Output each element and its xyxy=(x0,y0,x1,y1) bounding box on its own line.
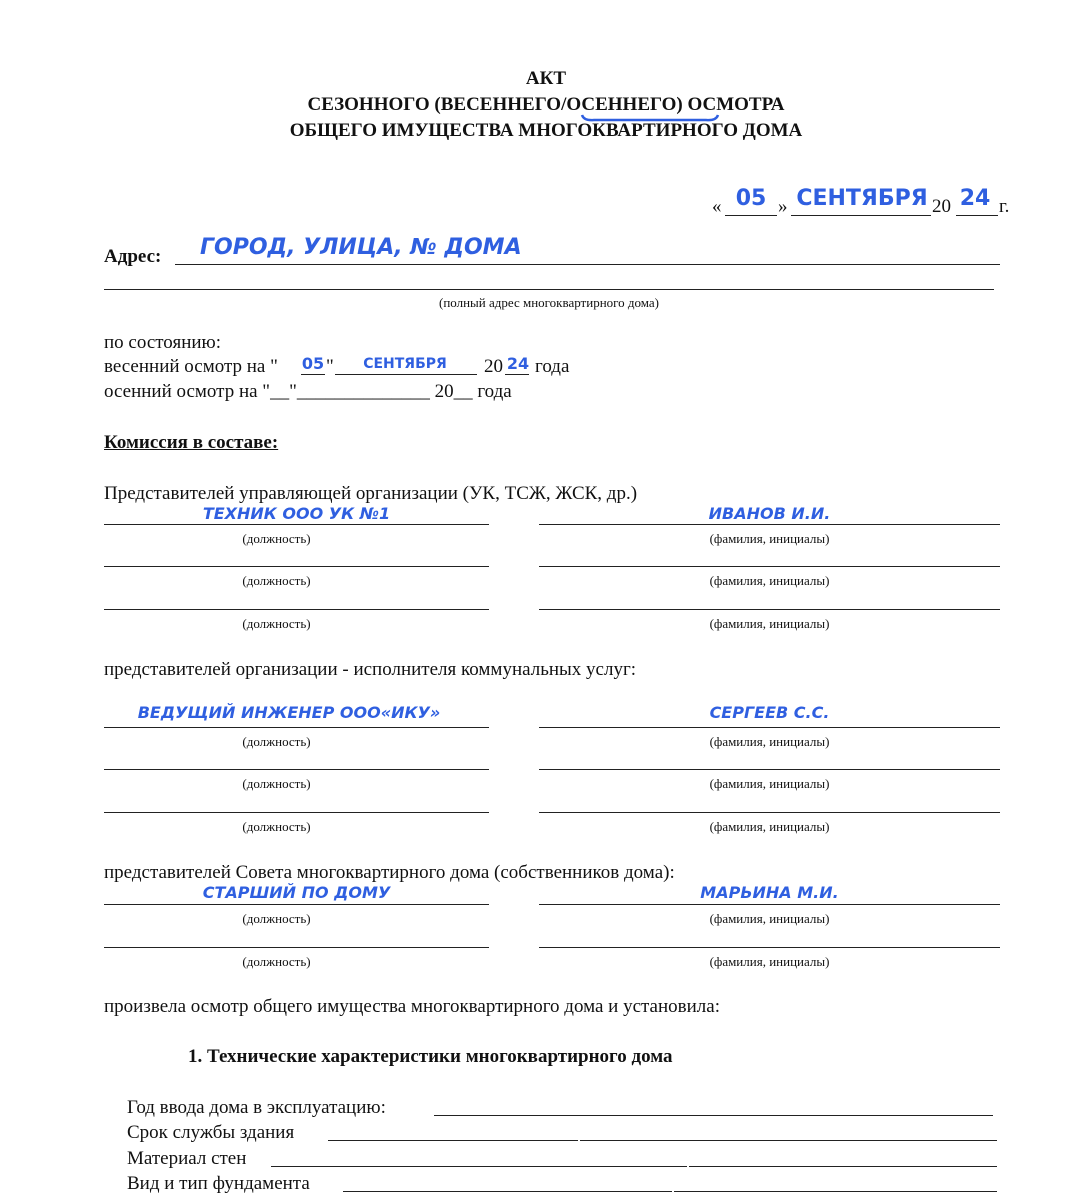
utility-name-line-3[interactable] xyxy=(539,812,1000,813)
doc-title: АКТ xyxy=(525,68,567,89)
spring-suffix: года xyxy=(535,356,570,377)
doc-title-line3: ОБЩЕГО ИМУЩЕСТВА МНОГОКВАРТИРНОГО ДОМА xyxy=(289,120,803,141)
field-label-wall-material: Материал стен xyxy=(127,1148,247,1169)
autumn-line: осенний осмотр на "__"______________ 20__ года xyxy=(104,381,512,402)
uk-name-caption-2: (фамилия, инициалы) xyxy=(709,573,830,588)
uk-position-caption-1: (должность) xyxy=(242,531,311,546)
date-open-quote: « xyxy=(712,196,722,217)
utility-name-caption-3: (фамилия, инициалы) xyxy=(709,819,830,834)
date-year-value: 24 xyxy=(959,186,991,211)
section1-title: 1. Технические характеристики многоквартирного дома xyxy=(188,1046,673,1067)
uk-position-line-1[interactable] xyxy=(104,524,489,525)
council-heading: представителей Совета многоквартирного дома (собственников дома): xyxy=(104,862,675,883)
council-name-caption-2: (фамилия, инициалы) xyxy=(709,954,830,969)
uk-heading: Представителей управляющей организации (УК, ТСЖ, ЖСК, др.) xyxy=(104,483,638,504)
date-close-quote: » xyxy=(778,196,788,217)
uk-name-line-1[interactable] xyxy=(539,524,1000,525)
spring-year-value: 24 xyxy=(506,354,530,373)
field-line-service-life-b[interactable] xyxy=(580,1140,997,1141)
uk-name-value-1: ИВАНОВ И.И. xyxy=(708,504,831,523)
utility-position-value-1: ВЕДУЩИЙ ИНЖЕНЕР ООО«ИКУ» xyxy=(137,703,441,722)
utility-name-value-1: СЕРГЕЕВ С.С. xyxy=(709,703,830,722)
uk-name-line-3[interactable] xyxy=(539,609,1000,610)
date-day-value: 05 xyxy=(735,186,767,211)
utility-position-line-1[interactable] xyxy=(104,727,489,728)
date-suffix: г. xyxy=(999,196,1010,217)
spring-day-line[interactable] xyxy=(301,374,325,375)
state-heading: по состоянию: xyxy=(104,332,221,353)
spring-year-line[interactable] xyxy=(505,374,529,375)
field-line-wall-material-b[interactable] xyxy=(689,1166,997,1167)
spring-month-line[interactable] xyxy=(335,374,477,375)
council-name-value-1: МАРЬИНА М.И. xyxy=(700,883,839,902)
council-name-line-1[interactable] xyxy=(539,904,1000,905)
date-month-value: СЕНТЯБРЯ xyxy=(796,186,928,211)
council-position-line-2[interactable] xyxy=(104,947,489,948)
field-label-service-life: Срок службы здания xyxy=(127,1122,295,1143)
spring-century: 20 xyxy=(484,356,503,377)
utility-name-caption-1: (фамилия, инициалы) xyxy=(709,734,830,749)
spring-day-value: 05 xyxy=(301,354,325,373)
utility-heading: представителей организации - исполнителя коммунальных услуг: xyxy=(104,659,637,680)
uk-name-caption-1: (фамилия, инициалы) xyxy=(709,531,830,546)
utility-position-line-2[interactable] xyxy=(104,769,489,770)
date-year-line[interactable] xyxy=(956,215,998,216)
utility-name-line-2[interactable] xyxy=(539,769,1000,770)
uk-position-value-1: ТЕХНИК ООО УК №1 xyxy=(202,504,391,523)
utility-position-caption-1: (должность) xyxy=(242,734,311,749)
spring-prefix: весенний осмотр на " xyxy=(104,356,278,377)
council-position-line-1[interactable] xyxy=(104,904,489,905)
field-label-foundation: Вид и тип фундамента xyxy=(127,1173,310,1194)
utility-position-line-3[interactable] xyxy=(104,812,489,813)
utility-position-caption-2: (должность) xyxy=(242,776,311,791)
address-value: ГОРОД, УЛИЦА, № ДОМА xyxy=(200,235,522,260)
council-name-line-2[interactable] xyxy=(539,947,1000,948)
field-line-year[interactable] xyxy=(434,1115,993,1116)
conclusion-text: произвела осмотр общего имущества многоквартирного дома и установила: xyxy=(104,996,720,1017)
date-day-line[interactable] xyxy=(725,215,777,216)
uk-position-caption-3: (должность) xyxy=(242,616,311,631)
council-position-caption-2: (должность) xyxy=(242,954,311,969)
date-century: 20 xyxy=(932,196,951,217)
doc-title-line2: СЕЗОННОГО (ВЕСЕННЕГО/ОСЕННЕГО) ОСМОТРА xyxy=(307,94,785,115)
uk-position-caption-2: (должность) xyxy=(242,573,311,588)
spring-quote: " xyxy=(326,356,334,377)
date-month-line[interactable] xyxy=(791,215,931,216)
uk-name-caption-3: (фамилия, инициалы) xyxy=(709,616,830,631)
utility-name-line-1[interactable] xyxy=(539,727,1000,728)
address-caption: (полный адрес многоквартирного дома) xyxy=(438,295,660,310)
address-line-2[interactable] xyxy=(104,289,994,290)
field-line-foundation-b[interactable] xyxy=(674,1191,997,1192)
council-position-caption-1: (должность) xyxy=(242,911,311,926)
spring-month-value: СЕНТЯБРЯ xyxy=(363,356,447,372)
field-line-service-life-a[interactable] xyxy=(328,1140,578,1141)
commission-heading: Комиссия в составе: xyxy=(104,432,279,453)
field-line-wall-material-a[interactable] xyxy=(271,1166,687,1167)
uk-position-line-2[interactable] xyxy=(104,566,489,567)
field-line-foundation-a[interactable] xyxy=(343,1191,672,1192)
address-line-1[interactable] xyxy=(175,264,1000,265)
season-selection-mark xyxy=(580,112,720,124)
council-name-caption-1: (фамилия, инициалы) xyxy=(709,911,830,926)
utility-name-caption-2: (фамилия, инициалы) xyxy=(709,776,830,791)
field-label-year: Год ввода дома в эксплуатацию: xyxy=(127,1097,386,1118)
address-label: Адрес: xyxy=(104,246,162,267)
uk-position-line-3[interactable] xyxy=(104,609,489,610)
uk-name-line-2[interactable] xyxy=(539,566,1000,567)
council-position-value-1: СТАРШИЙ ПО ДОМУ xyxy=(202,883,391,902)
utility-position-caption-3: (должность) xyxy=(242,819,311,834)
